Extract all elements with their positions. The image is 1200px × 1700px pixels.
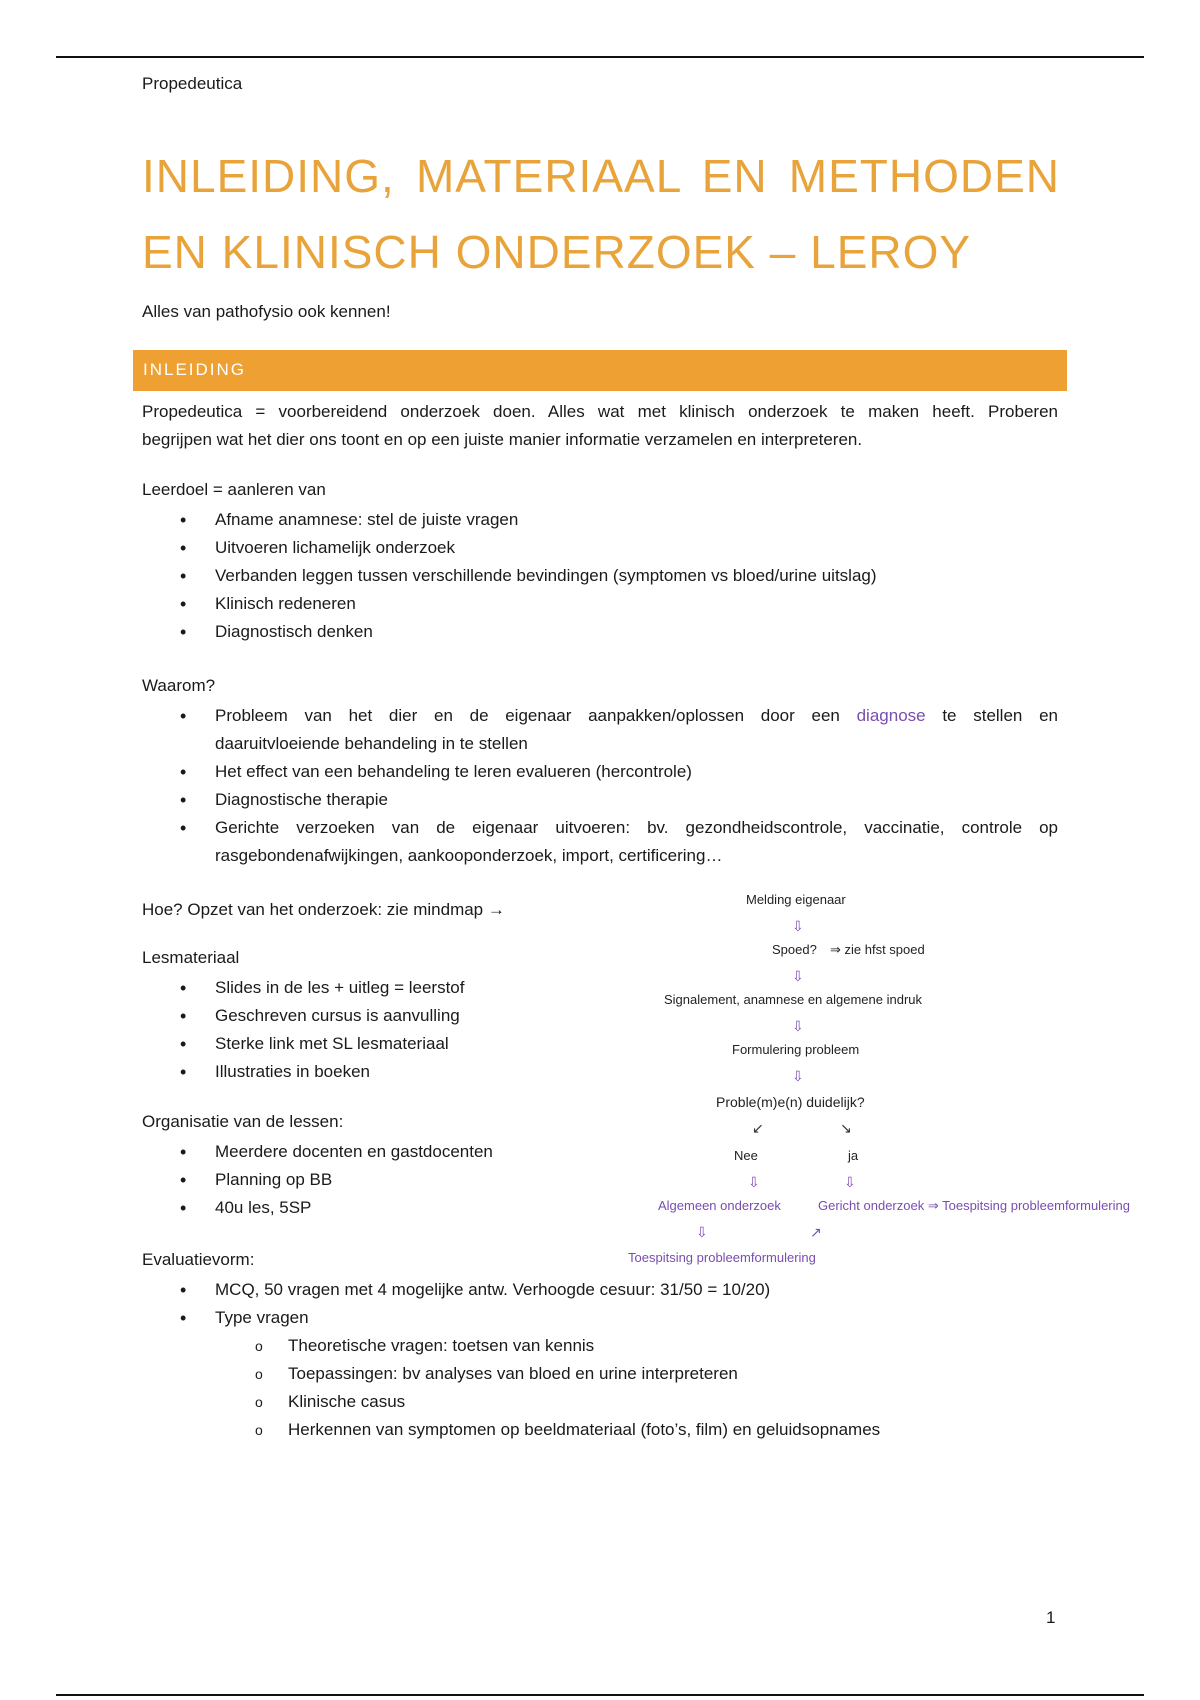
list-item: • Afname anamnese: stel de juiste vragen bbox=[142, 506, 877, 534]
arrow-down-icon: ⇩ bbox=[696, 1224, 708, 1240]
waarom-label: Waarom? bbox=[142, 676, 216, 695]
list-item: • Verbanden leggen tussen verschillende bevindingen (symptomen vs bloed/urine uitslag) bbox=[142, 562, 877, 590]
arrow-down-left-icon: ↙ bbox=[752, 1120, 764, 1136]
intro-line-2: begrijpen wat het dier ons toont en op een juiste manier informatie verzamelen en interpreteren. bbox=[142, 430, 863, 449]
list-item-text: te stellen en bbox=[942, 706, 1058, 725]
list-item bbox=[142, 814, 1058, 870]
mindmap-gericht: Gericht onderzoek ⇒ Toespitsing probleemformulering bbox=[818, 1198, 1130, 1213]
waarom-item-4-line-1: • Gerichte verzoeken van de eigenaar uitvoeren: bv. gezondheidscontrole, vaccinatie, controle op bbox=[215, 818, 1058, 837]
list-item: • Slides in de les + uitleg = leerstof bbox=[142, 974, 464, 1002]
sub-list-item: o Klinische casus bbox=[215, 1388, 880, 1416]
mindmap-spoed: Spoed? bbox=[772, 942, 817, 957]
mindmap-spoed-note: ⇒ zie hfst spoed bbox=[830, 942, 925, 957]
mindmap-signalement: Signalement, anamnese en algemene indruk bbox=[664, 992, 923, 1007]
list-item: • Uitvoeren lichamelijk onderzoek bbox=[142, 534, 877, 562]
list-item: • Illustraties in boeken bbox=[142, 1058, 464, 1086]
type-vragen-sublist bbox=[215, 1332, 880, 1444]
list-item-text: Probleem van het dier en de eigenaar aanpakken/oplossen door een bbox=[215, 706, 840, 725]
page-number: 1 bbox=[1046, 1608, 1056, 1627]
evaluatie-list bbox=[142, 1276, 880, 1444]
mindmap-formulering: Formulering probleem bbox=[732, 1042, 860, 1057]
list-item-text: Type vragen bbox=[215, 1308, 309, 1327]
list-item bbox=[142, 1304, 880, 1444]
arrow-up-right-icon: ↗ bbox=[810, 1224, 822, 1240]
mindmap-toespitsing: Toespitsing probleemformulering bbox=[628, 1250, 816, 1265]
leerdoel-label: Leerdoel = aanleren van bbox=[142, 480, 326, 499]
organisatie-list bbox=[142, 1138, 493, 1222]
mindmap-algemeen: Algemeen onderzoek bbox=[658, 1198, 781, 1213]
list-item: • Klinisch redeneren bbox=[142, 590, 877, 618]
arrow-down-icon: ⇩ bbox=[792, 968, 804, 984]
evaluatie-label: Evaluatievorm: bbox=[142, 1250, 255, 1269]
arrow-down-right-icon: ↘ bbox=[840, 1120, 852, 1136]
list-item: • Diagnostisch denken bbox=[142, 618, 877, 646]
waarom-item-1-line-2: daaruitvloeiende behandeling in te stellen bbox=[215, 734, 528, 753]
lesmateriaal-label: Lesmateriaal bbox=[142, 948, 240, 967]
running-header: Propedeutica bbox=[142, 74, 243, 93]
subtitle: Alles van pathofysio ook kennen! bbox=[142, 302, 391, 321]
arrow-down-icon: ⇩ bbox=[844, 1174, 856, 1190]
leerdoel-list bbox=[142, 506, 877, 646]
title-line-2: EN KLINISCH ONDERZOEK – LEROY bbox=[142, 226, 972, 278]
lesmateriaal-list bbox=[142, 974, 464, 1086]
waarom-item-4-line-2: rasgebondenafwijkingen, aankooponderzoek, import, certificering… bbox=[215, 846, 723, 865]
bottom-rule bbox=[56, 1694, 1144, 1696]
mindmap-melding: Melding eigenaar bbox=[746, 892, 846, 907]
arrow-down-icon: ⇩ bbox=[792, 1018, 804, 1034]
document-title bbox=[142, 138, 1060, 290]
section-heading: INLEIDING bbox=[143, 360, 247, 379]
list-item: • Geschreven cursus is aanvulling bbox=[142, 1002, 464, 1030]
arrow-down-icon: ⇩ bbox=[792, 918, 804, 934]
hoe-label: Hoe? Opzet van het onderzoek: zie mindmap → bbox=[142, 900, 505, 919]
intro-paragraph bbox=[142, 398, 1058, 454]
intro-line-1: Propedeutica = voorbereidend onderzoek doen. Alles wat met klinisch onderzoek te maken heeft. Proberen bbox=[142, 402, 1058, 421]
waarom-item-1-line-1 bbox=[215, 702, 1058, 730]
list-item: • MCQ, 50 vragen met 4 mogelijke antw. Verhoogde cesuur: 31/50 = 10/20) bbox=[142, 1276, 880, 1304]
list-item: • Planning op BB bbox=[142, 1166, 493, 1194]
title-line-1: INLEIDING, MATERIAAL EN METHODEN bbox=[142, 150, 1060, 202]
list-item: • Het effect van een behandeling te leren evalueren (hercontrole) bbox=[142, 758, 1058, 786]
list-item: • Diagnostische therapie bbox=[142, 786, 1058, 814]
sub-list-item: o Theoretische vragen: toetsen van kennis bbox=[215, 1332, 880, 1360]
sub-list-item: o Toepassingen: bv analyses van bloed en urine interpreteren bbox=[215, 1360, 880, 1388]
arrow-down-icon: ⇩ bbox=[792, 1068, 804, 1084]
mindmap-duidelijk: Proble(m)e(n) duidelijk? bbox=[716, 1094, 865, 1110]
list-item: • 40u les, 5SP bbox=[142, 1194, 493, 1222]
list-item: • Sterke link met SL lesmateriaal bbox=[142, 1030, 464, 1058]
diagnose-link[interactable]: diagnose bbox=[856, 706, 926, 725]
list-item: • Meerdere docenten en gastdocenten bbox=[142, 1138, 493, 1166]
section-heading-bar bbox=[133, 350, 1067, 391]
list-item bbox=[142, 702, 1058, 758]
sub-list-item: o Herkennen van symptomen op beeldmateriaal (foto’s, film) en geluidsopnames bbox=[215, 1416, 880, 1444]
mindmap-nee: Nee bbox=[734, 1148, 758, 1163]
organisatie-label: Organisatie van de lessen: bbox=[142, 1112, 344, 1131]
mindmap-ja: ja bbox=[848, 1148, 859, 1163]
waarom-list bbox=[142, 702, 1058, 870]
top-rule bbox=[56, 56, 1144, 58]
arrow-down-icon: ⇩ bbox=[748, 1174, 760, 1190]
